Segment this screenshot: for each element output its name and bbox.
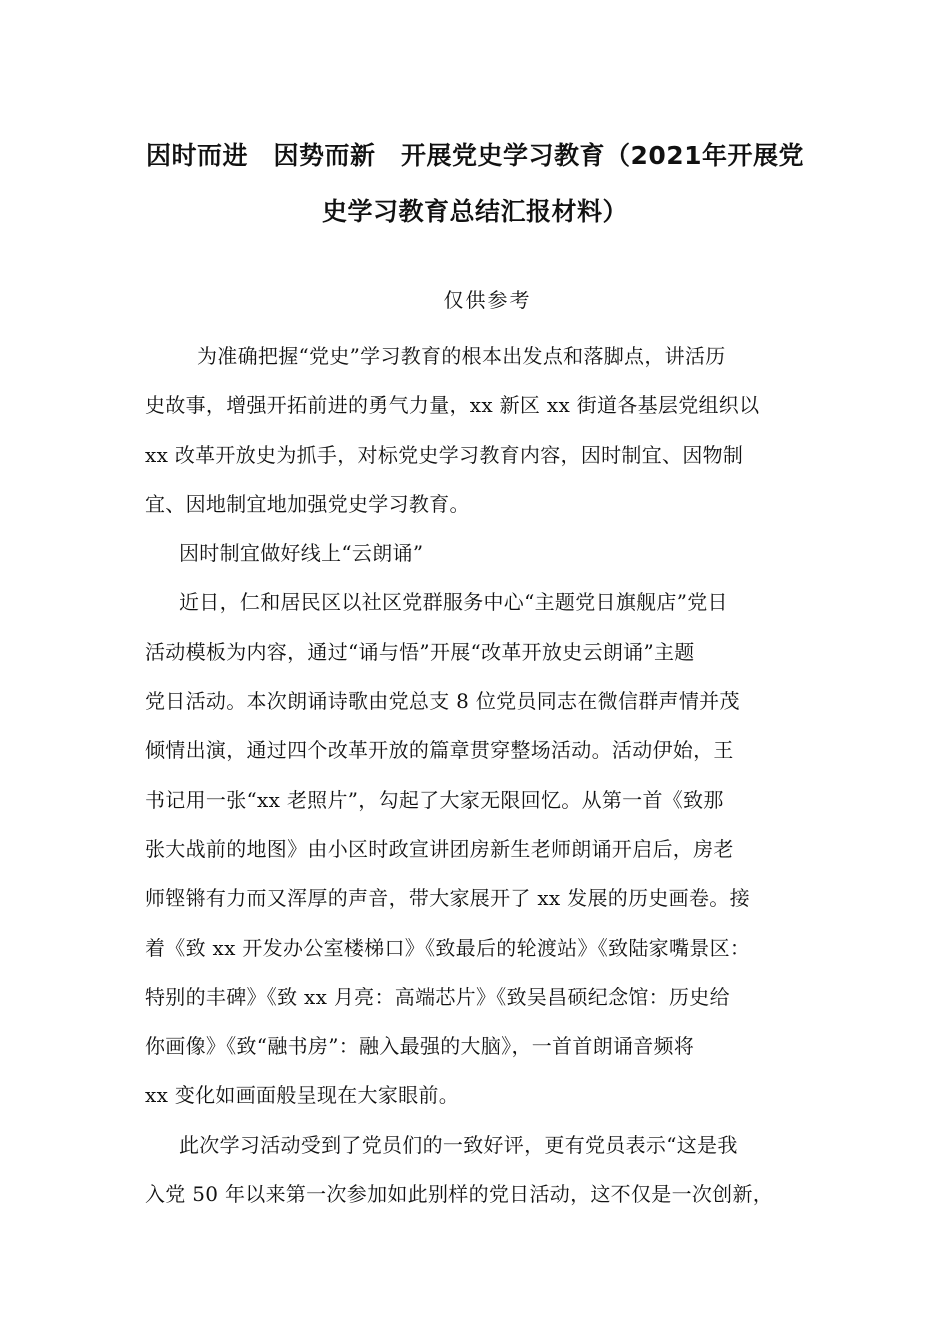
paragraph-line: 张大战前的地图》由小区时政宣讲团房新生老师朗诵开启后，房老 — [145, 836, 734, 861]
paragraph-line: 史故事，增强开拓前进的勇气力量，xx 新区 xx 街道各基层党组织以 — [145, 393, 760, 418]
paragraph-line: xx 变化如画面般呈现在大家眼前。 — [145, 1083, 460, 1108]
paragraph-line: 入党 50 年以来第一次参加如此别样的党日活动，这不仅是一次创新， — [145, 1182, 774, 1207]
paragraph-line: 着《致 xx 开发办公室楼梯口》《致最后的轮渡站》《致陆家嘴景区： — [145, 935, 751, 960]
paragraph-line: 此次学习活动受到了党员们的一致好评，更有党员表示“这是我 — [179, 1132, 738, 1157]
paragraph-line: 倾情出演，通过四个改革开放的篇章贯穿整场活动。活动伊始，王 — [145, 738, 734, 763]
paragraph-line: 近日，仁和居民区以社区党群服务中心“主题党日旗舰店”党日 — [179, 590, 728, 615]
paragraph-line: 师铿锵有力而又浑厚的声音，带大家展开了 xx 发展的历史画卷。接 — [145, 886, 750, 911]
section-heading: 因时制宜做好线上“云朗诵” — [179, 541, 424, 566]
paragraph-line: 宜、因地制宜地加强党史学习教育。 — [145, 491, 470, 516]
paragraph-line: 党日活动。本次朗诵诗歌由党总支 8 位党员同志在微信群声情并茂 — [145, 689, 740, 714]
title-line-2: 史学习教育总结汇报材料） — [321, 197, 628, 226]
paragraph-line: 书记用一张“xx 老照片”，勾起了大家无限回忆。从第一首《致那 — [145, 787, 724, 812]
paragraph-line: 你画像》《致“融书房”：融入最强的大脑》，一首首朗诵音频将 — [145, 1034, 695, 1059]
paragraph-line: xx 改革开放史为抓手，对标党史学习教育内容，因时制宜、因物制 — [145, 442, 744, 467]
paragraph-line: 为准确把握“党史”学习教育的根本出发点和落脚点，讲活历 — [197, 344, 726, 368]
paragraph-line: 活动模板为内容，通过“诵与悟”开展“改革开放史云朗诵”主题 — [145, 639, 695, 664]
paragraph-line: 特别的丰碑》《致 xx 月亮：高端芯片》《致吴昌硕纪念馆：历史给 — [145, 984, 730, 1009]
document-title — [118, 128, 832, 240]
title-line-1: 因时而进 因势而新 开展党史学习教育（2021年开展党 — [145, 141, 805, 170]
document-body — [145, 332, 809, 1219]
reference-note: 仅供参考 — [443, 288, 532, 312]
